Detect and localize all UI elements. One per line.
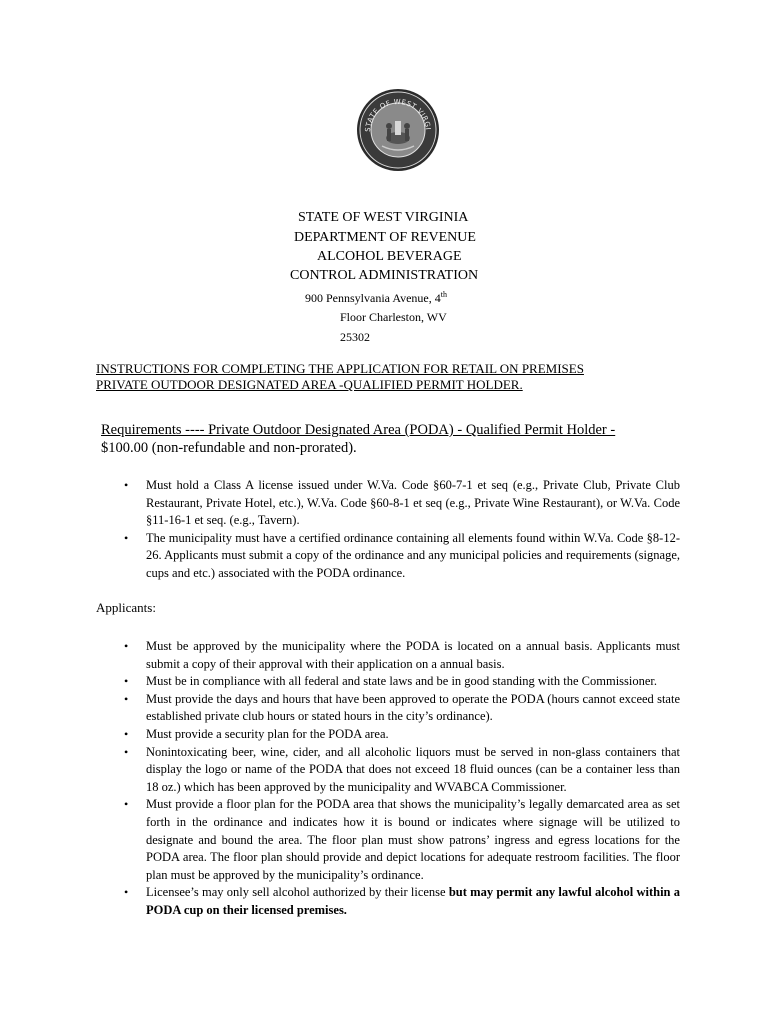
address-street: 900 Pennsylvania Avenue, 4	[305, 291, 441, 305]
requirements-fee: $100.00 (non-refundable and non-prorated).	[101, 440, 357, 456]
bullet-icon: •	[124, 744, 129, 759]
seal-text: STATE OF WEST VIRGI	[363, 97, 432, 133]
address-zip: 25302	[340, 330, 370, 344]
state-seal-icon	[356, 88, 440, 172]
list-item	[124, 691, 680, 726]
list-item	[124, 884, 680, 919]
list-item	[124, 638, 680, 673]
header-state: STATE OF WEST VIRGINIA	[298, 210, 469, 225]
address-superscript: th	[440, 290, 447, 299]
list-item-text: Must provide the days and hours that have been approved to operate the PODA (hours cannot exceed state established private club hours or stated hours in the city’s ordinance).	[146, 691, 680, 724]
bullet-icon: •	[124, 885, 129, 900]
bullet-icon: •	[124, 726, 129, 741]
list-item-text: The municipality must have a certified ordinance containing all elements found within W.Va. Code §8-12-26. Applicants must submit a copy of the ordinance and any municipal policies and requirements (signage, cups and etc.) associated with the PODA ordinance.	[146, 530, 680, 580]
list-item	[124, 477, 680, 530]
instructions-line-1: INSTRUCTIONS FOR COMPLETING THE APPLICATION FOR RETAIL ON PREMISES	[96, 361, 584, 376]
address-line-2: Floor Charleston, WV	[340, 310, 447, 324]
header-department: DEPARTMENT OF REVENUE	[294, 230, 476, 245]
list-item-text: Must be in compliance with all federal and state laws and be in good standing with the Commissioner.	[146, 674, 658, 689]
list-item-text: Must provide a floor plan for the PODA area that shows the municipality’s legally demarcated area as set forth in the ordinance and indicates how it is bound or indicates where signage will be utilized to designate and bound the area. The floor plan must show patrons’ ingress and egress locations for the PODA area. The floor plan should provide and depict locations for adequate restroom facilities. The floor plan must be approved by the municipality’s ordinance.	[146, 797, 680, 882]
address-line-1	[305, 290, 447, 306]
bullet-icon: •	[124, 639, 129, 653]
list-item	[124, 744, 680, 797]
requirements-section	[101, 421, 681, 457]
header-alcohol: ALCOHOL BEVERAGE	[317, 249, 462, 264]
list-item-text: Must provide a security plan for the PODA area.	[146, 726, 389, 741]
list-item-bold-text: but may permit any lawful alcohol within a PODA cup on their licensed premises.	[146, 885, 680, 917]
list-item	[124, 530, 680, 583]
list-item-text: Nonintoxicating beer, wine, cider, and all alcoholic liquors must be served in non-glass containers that display the logo or name of the PODA that does not exceed 18 fluid ounces (can be a container less than 18 oz.) which has been approved by the municipality and WVABCA Commissioner.	[146, 744, 680, 794]
list-item	[124, 673, 680, 691]
list-item-text: Must hold a Class A license issued under W.Va. Code §60-7-1 et seq (e.g., Private Club, Private Club Restaurant, Private Hotel, etc.), W.Va. Code §60-8-1 et seq (e.g., Private Wine Restaurant), or W.Va. Code §11-16-1 et seq. (e.g., Tavern).	[146, 478, 680, 528]
header-control: CONTROL ADMINISTRATION	[290, 268, 479, 283]
bullet-icon: •	[124, 797, 129, 812]
applicants-label: Applicants:	[96, 600, 156, 615]
bullet-icon: •	[124, 530, 129, 545]
list-item	[124, 796, 680, 884]
requirements-list	[124, 477, 680, 583]
applicants-list	[124, 638, 680, 920]
state-seal	[356, 88, 440, 172]
requirements-heading: Requirements ---- Private Outdoor Designated Area (PODA) - Qualified Permit Holder -	[101, 422, 616, 438]
bullet-icon: •	[124, 478, 129, 492]
instructions-line-2: PRIVATE OUTDOOR DESIGNATED AREA -QUALIFIED PERMIT HOLDER.	[96, 377, 523, 392]
bullet-icon: •	[124, 674, 129, 689]
list-item-text: Licensee’s may only sell alcohol authorized by their license	[146, 885, 449, 900]
list-item	[124, 726, 680, 744]
list-item-text: Must be approved by the municipality where the PODA is located on a annual basis. Applicants must submit a copy of their approval with their application on a annual basis.	[146, 639, 680, 671]
bullet-icon: •	[124, 691, 129, 706]
instructions-title	[96, 361, 696, 393]
